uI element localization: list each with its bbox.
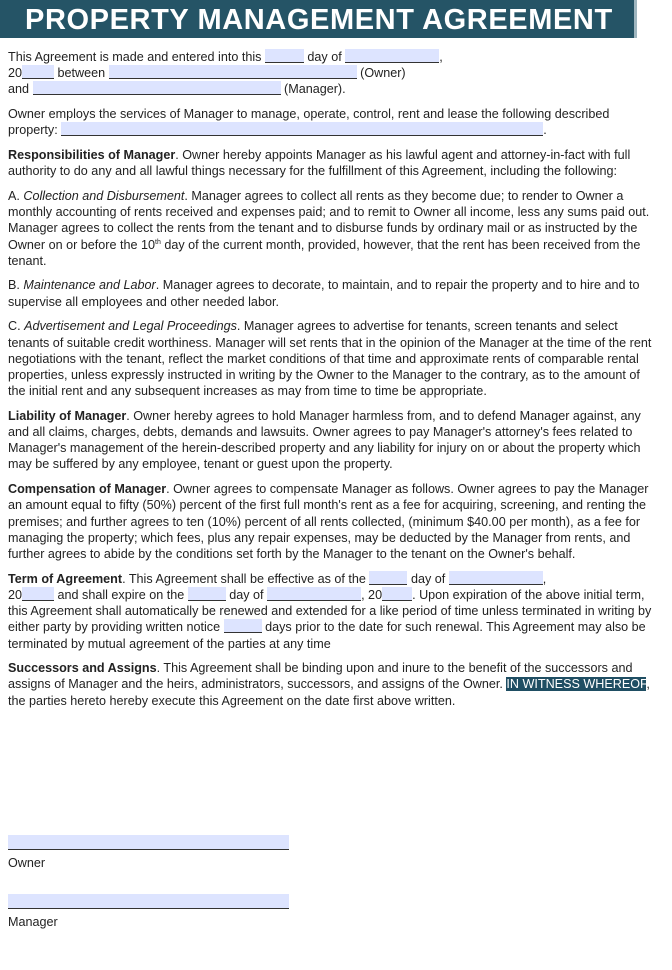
manager-signature-block [8,894,289,929]
employs-text: Owner employs the services of Manager to manage, operate, control, rent and lease the following described property: [8,107,610,138]
responsibilities-heading: Responsibilities of Manager [8,148,176,163]
term-start-month-field[interactable] [449,571,543,585]
term-comma: , [542,571,547,586]
employs-paragraph [8,106,660,138]
manager-signature-field[interactable] [8,894,289,909]
successors-text-end: , the parties hereto hereby execute this Agreement on the date first above written. [8,677,650,708]
compensation-heading: Compensation of Manager [8,482,167,497]
clause-c-paragraph [8,318,660,399]
owner-name-field[interactable] [109,65,357,79]
liability-text: . Owner hereby agrees to hold Manager harmless from, and to defend Manager against, any and all claims, charges, debts, demands and lawsuits. Owner agrees to pay Manager's attorney's fees related to Manager's management of the herein-described property and any liability for injury on or about the property which may be suffered by any employee, tenant or guest upon the property. [8,408,641,472]
witness-highlight: IN WITNESS WHEREOF [506,677,647,692]
owner-signature-field[interactable] [8,835,289,850]
intro-between-text: between [57,66,106,81]
term-heading: Term of Agreement [8,571,123,586]
agreement-body [8,49,660,717]
intro-year-field[interactable] [22,65,54,79]
term-day-of-text: day of [410,571,446,586]
employs-period: . [543,123,547,138]
compensation-paragraph [8,481,660,562]
term-paragraph [8,571,660,652]
term-end-year-prefix: , 20 [361,587,383,602]
intro-paragraph [8,49,660,98]
clause-b-text: . Manager agrees to decorate, to maintain, and to repair the property and to hire and to supervise all employees and other needed labor. [8,278,640,309]
owner-label-text: (Owner) [360,66,406,81]
title-bar [0,0,637,38]
manager-label-text: (Manager). [284,82,346,97]
clause-b-title: Maintenance and Labor [23,278,156,293]
manager-name-field[interactable] [33,81,281,95]
compensation-text: . Owner agrees to compensate Manager as follows. Owner agrees to pay the Manager an amount equal to fifty (50%) percent of the first full month's rent as a fee for acquiring, screening, and renting the premises; and further agrees to ten (10%) percent of all rents collected, (minimum $40.00 per month), as a fee for managing the property; which fees, plus any repair expenses, may be deducted by the Manager from rents, and further agrees to abide by the conditions set forth by the Manager to the tenant on the Owner's behalf. [8,482,649,561]
intro-month-field[interactable] [345,49,439,63]
clause-b-paragraph [8,277,660,309]
clause-a-text-end: day of the current month, provided, however, that the rent has been received from the tenant. [8,237,641,268]
term-renewal-text: . Upon expiration of the above initial term, this Agreement shall automatically be renewed and extended for a like period of time unless terminated in writing by either party by providing written notice [8,587,652,635]
term-end-month-field[interactable] [267,587,361,601]
term-start-day-field[interactable] [369,571,407,585]
clause-a-paragraph [8,188,660,269]
term-year-prefix: 20 [8,587,23,602]
owner-signature-block [8,835,289,870]
intro-comma: , [439,50,443,64]
responsibilities-text: . Owner hereby appoints Manager as his lawful agent and attorney-in-fact with full authority to do any and all lawful things necessary for the fulfillment of this Agreement, including the following: [8,148,631,179]
intro-and-text: and [8,82,30,97]
responsibilities-paragraph [8,147,660,179]
term-renewal-end-text: days prior to the date for such renewal. This Agreement may also be terminated by mutual agreement of the parties at any time [8,620,646,651]
successors-paragraph [8,660,660,709]
term-end-day-of-text: day of [229,587,264,602]
clause-a-prefix: A. [8,188,24,203]
liability-heading: Liability of Manager [8,408,127,423]
term-expire-text: and shall expire on the [57,587,185,602]
notice-days-field[interactable] [224,619,262,633]
term-start-year-field[interactable] [22,587,54,601]
clause-a-title: Collection and Disbursement [23,188,185,203]
property-description-field[interactable] [61,122,543,136]
liability-paragraph [8,408,660,473]
intro-text: This Agreement is made and entered into this [8,50,262,64]
owner-signature-label: Owner [8,856,46,870]
term-end-day-field[interactable] [188,587,226,601]
intro-day-of-text: day of [307,50,342,64]
manager-signature-label: Manager [8,915,58,929]
successors-text: . This Agreement shall be binding upon and inure to the benefit of the successors and assigns of Manager and the heirs, administrators, successors, and assigns of the Owner. [8,661,633,692]
clause-a-superscript: th [155,238,161,246]
clause-c-text: . Manager agrees to advertise for tenants, screen tenants and select tenants of suitable credit worthiness. Manager will set rents that in the opinion of the Manager at the time of the rent negotiations with the tenant, reflect the market conditions of that time and approximate rents of comparable rental properties, unless expressly instructed in writing by the Owner to the Manager to the contrary, as to the amount of the initial rent and any subsequent increases as may from time to time be appropriate. [8,319,652,399]
clause-b-prefix: B. [8,278,24,293]
intro-year-prefix: 20 [8,66,23,81]
clause-c-title: Advertisement and Legal Proceedings [24,319,237,334]
clause-a-text: . Manager agrees to collect all rents as they become due; to render to Owner a monthly accounting of rents received and expenses paid; and to remit to Owner all income, less any sums paid out. Manager agrees to collect the rents from the tenant and to disburse funds by ordinary mail or as instructed by the Owner on or before the 10 [8,188,650,252]
term-text: . This Agreement shall be effective as of the [122,571,366,586]
clause-c-prefix: C. [8,319,25,334]
document-title: PROPERTY MANAGEMENT AGREEMENT [25,4,613,36]
successors-heading: Successors and Assigns [8,661,157,676]
term-end-year-field[interactable] [382,587,412,601]
intro-day-field[interactable] [265,49,304,63]
